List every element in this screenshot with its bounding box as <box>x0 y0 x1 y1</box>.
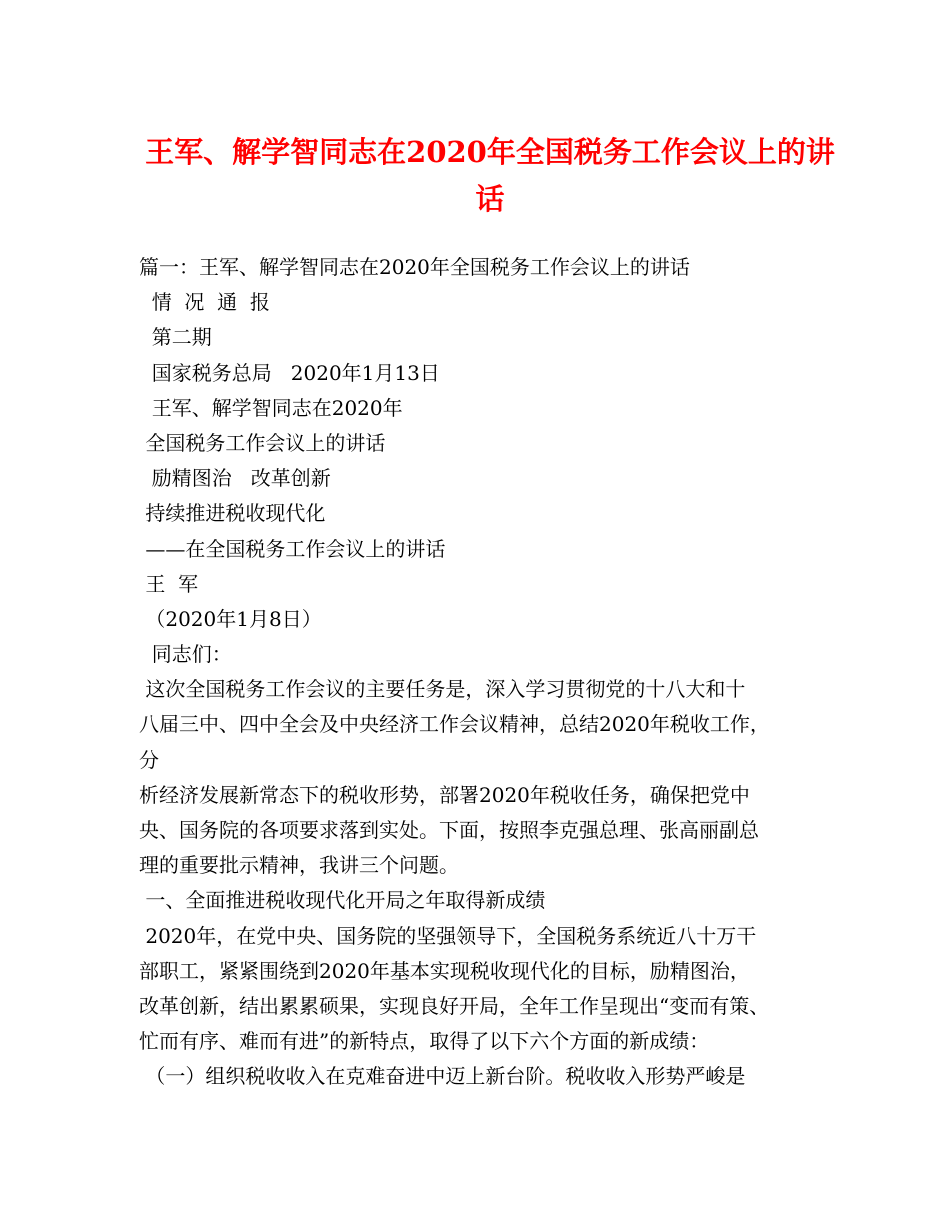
body-line: 持续推进税收现代化 <box>139 501 326 526</box>
document-title-line-1: 王军、解学智同志在2020年全国税务工作会议上的讲 <box>145 135 835 169</box>
body-line: 篇一：王军、解学智同志在2020年全国税务工作会议上的讲话 <box>139 255 690 279</box>
body-line: 王 军 <box>139 571 199 596</box>
body-line: 情 况 通 报 <box>139 290 270 315</box>
body-line: 八届三中、四中全会及中央经济工作会议精神，总结2020年税收工作， <box>139 712 770 737</box>
body-line: 第二期 <box>139 325 212 350</box>
body-line: 这次全国税务工作会议的主要任务是，深入学习贯彻党的十八大和十 <box>139 677 746 702</box>
body-line: 部职工，紧紧围绕到2020年基本实现税收现代化的目标，励精图治， <box>139 958 750 983</box>
body-line: （2020年1月8日） <box>139 606 322 631</box>
body-line: 王军、解学智同志在2020年 <box>139 395 403 420</box>
body-line: 一、全面推进税收现代化开局之年取得新成绩 <box>139 888 546 913</box>
body-line: 析经济发展新常态下的税收形势，部署2020年税收任务，确保把党中 <box>139 782 750 807</box>
body-line: （一）组织税收收入在克难奋进中迈上新台阶。税收收入形势严峻是 <box>139 1064 746 1089</box>
body-line: 分 <box>139 747 159 772</box>
body-line: 2020年，在党中央、国务院的坚强领导下，全国税务系统近八十万干 <box>139 923 757 948</box>
body-line: 改革创新，结出累累硕果，实现良好开局，全年工作呈现出“变而有策、 <box>139 993 770 1018</box>
document-body <box>139 250 829 1095</box>
body-line: 理的重要批示精神，我讲三个问题。 <box>139 853 459 878</box>
body-line: 励精图治 改革创新 <box>139 466 331 491</box>
body-line: 全国税务工作会议上的讲话 <box>139 430 386 455</box>
body-line: 忙而有序、难而有进”的新特点，取得了以下六个方面的新成绩： <box>139 1029 710 1054</box>
body-line: 国家税务总局 2020年1月13日 <box>139 360 440 385</box>
body-line: 央、国务院的各项要求落到实处。下面，按照李克强总理、张高丽副总 <box>139 818 759 842</box>
body-line: 同志们： <box>139 642 232 667</box>
body-line: ——在全国税务工作会议上的讲话 <box>139 536 446 561</box>
document-title-line-2: 话 <box>475 182 505 216</box>
